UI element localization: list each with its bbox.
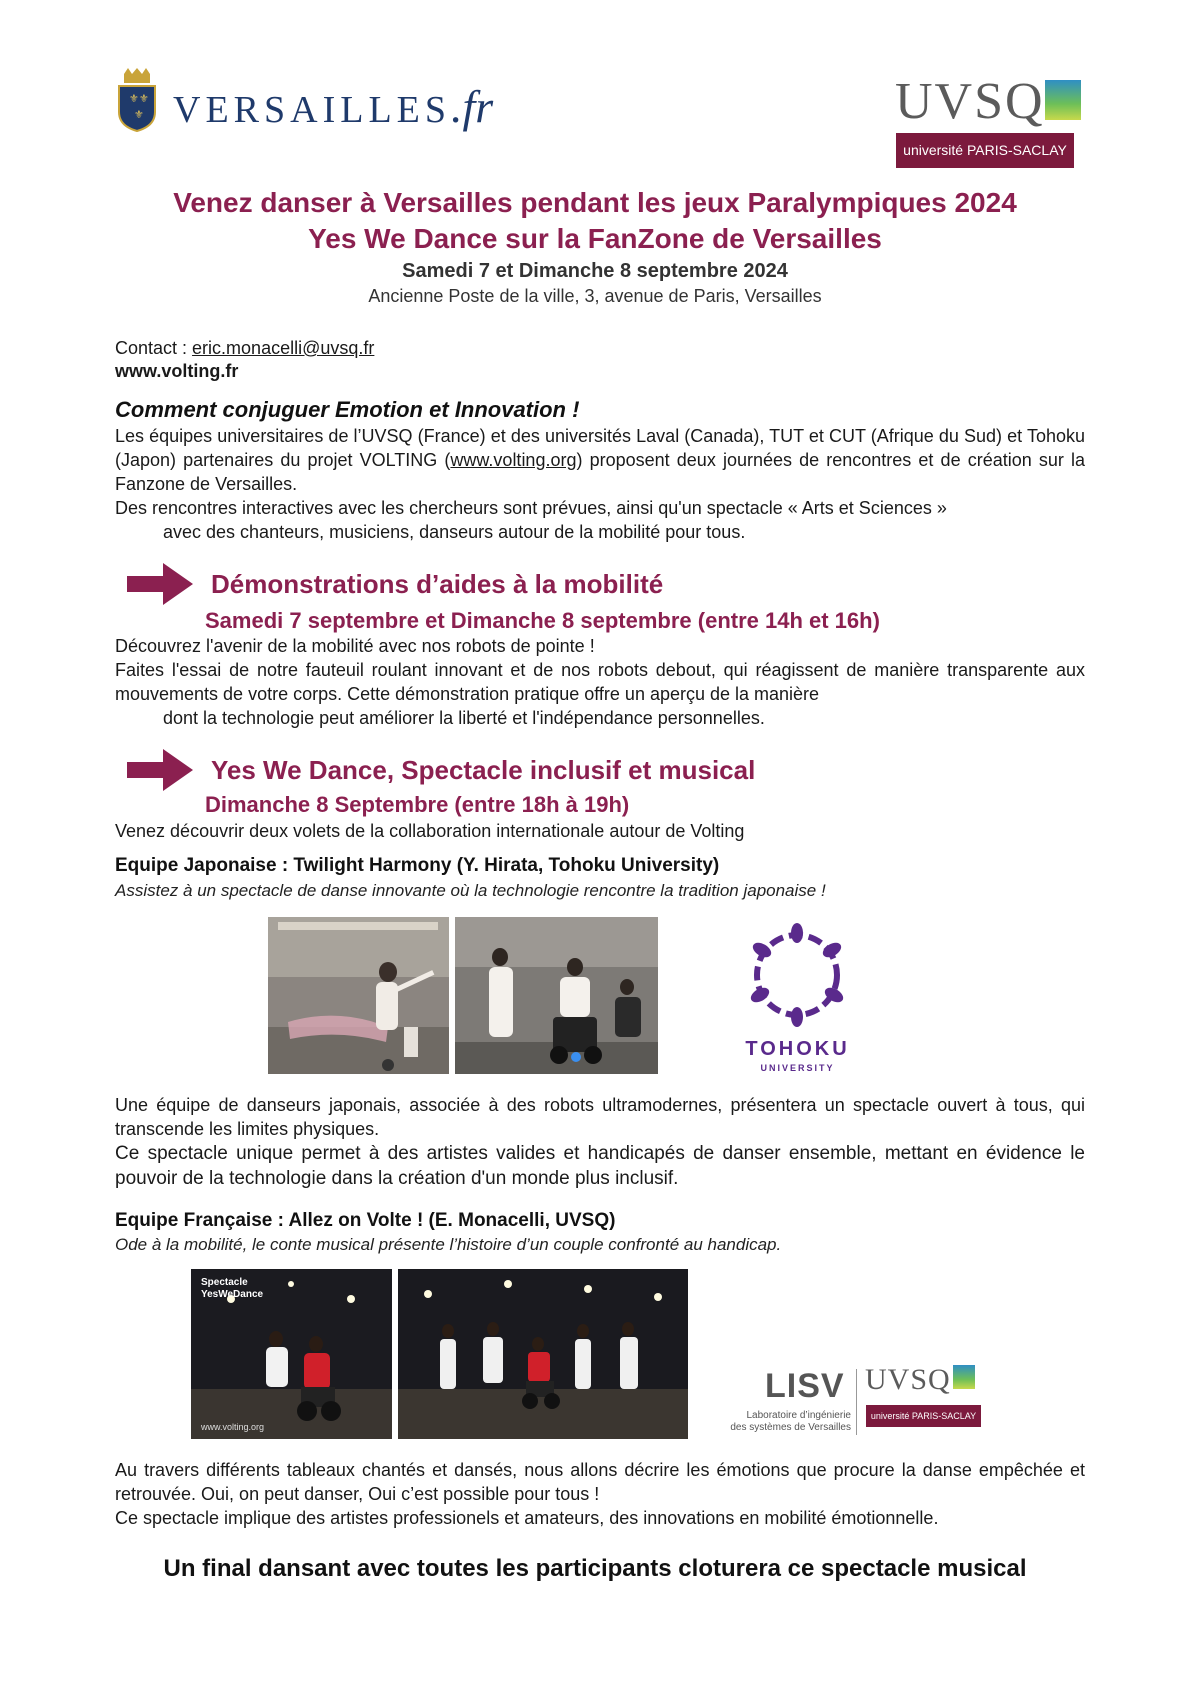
event-address: Ancienne Poste de la ville, 3, avenue de Paris, Versailles — [368, 286, 822, 306]
photo-caption-top-2: YesWeDance — [201, 1289, 264, 1300]
logo-divider — [856, 1369, 857, 1435]
show-intro: Venez découvrir deux volets de la collaboration internationale autour de Volting — [115, 821, 745, 841]
intro-paragraph-2-cont: avec des chanteurs, musiciens, danseurs autour de la mobilité pour tous. — [163, 522, 746, 542]
lisv-uvsq-logo — [705, 1365, 995, 1440]
uvsq-small-logo-band: université PARIS-SACLAY — [866, 1405, 981, 1427]
france-team-subtitle: Ode à la mobilité, le conte musical présente l’histoire d’un couple confronté au handicap. — [115, 1235, 782, 1254]
japan-dance-photo-1 — [268, 917, 449, 1074]
france-team-heading: Equipe Française : Allez on Volte ! (E. Monacelli, UVSQ) — [115, 1210, 616, 1231]
arrow-right-icon — [127, 563, 193, 605]
contact-email-link[interactable]: eric.monacelli@uvsq.fr — [192, 338, 375, 358]
france-paragraph-1: Au travers différents tableaux chantés et dansés, nous allons décrire les émotions que procure la danse empêchée et retrouvée. Oui, on peut danser, Oui c’est possible pour tous ! — [115, 1460, 1085, 1504]
france-dance-photo-2 — [398, 1269, 688, 1439]
uvsq-logo-band: université PARIS-SACLAY — [896, 133, 1074, 168]
show-section-title: Yes We Dance, Spectacle inclusif et musical — [211, 755, 756, 785]
japan-paragraph-2: Ce spectacle unique permet à des artistes valides et handicapés de danser ensemble, mettant en évidence le pouvoir de la technologie dans la création d'un monde plus inclusif. — [115, 1143, 1085, 1189]
contact-label: Contact : — [115, 338, 193, 358]
versailles-crest-icon — [115, 68, 159, 132]
lisv-logo-line-2: des systèmes de Versailles — [730, 1422, 851, 1433]
demo-section-title: Démonstrations d’aides à la mobilité — [211, 569, 664, 599]
demo-paragraph-2: Faites l'essai de notre fauteuil roulant innovant et de nos robots debout, qui réagissent de manière transparente aux mouvements de votre corps. Cette démonstration pratique offre un aperçu de la manière — [115, 660, 1085, 704]
contact-line — [115, 336, 374, 360]
website-link[interactable]: www.volting.fr — [115, 361, 239, 381]
arrow-right-icon — [127, 749, 193, 791]
demo-paragraph-1: Découvrez l'avenir de la mobilité avec nos robots de pointe ! — [115, 636, 595, 656]
uvsq-sunrise-icon — [1045, 80, 1081, 124]
france-dance-photo-1 — [191, 1269, 392, 1439]
tohoku-logo-sub: UNIVERSITY — [760, 1063, 835, 1073]
japan-dance-photo-2 — [455, 917, 658, 1074]
svg-text:⚜: ⚜ — [139, 93, 149, 105]
tohoku-emblem-icon — [742, 920, 852, 1030]
tohoku-logo-name: TOHOKU — [745, 1038, 850, 1060]
intro-paragraph: Les équipes universitaires de l’UVSQ (France) et des universités Laval (Canada), TUT et CUT (Afrique du Sud) et Tohoku (Japon) partenaires du projet VOLTING (www.volting.org) proposent deux journées de rencontres et de création sur la Fanzone de Versailles. — [115, 426, 1085, 494]
final-statement: Un final dansant avec toutes les participants cloturera ce spectacle musical — [163, 1555, 1027, 1582]
main-subtitle: Yes We Dance sur la FanZone de Versailles — [308, 223, 882, 254]
uvsq-sunrise-icon — [953, 1365, 975, 1391]
lisv-logo-text: LISV — [765, 1367, 845, 1405]
japan-team-subtitle: Assistez à un spectacle de danse innovante où la technologie rencontre la tradition japonaise ! — [115, 881, 826, 900]
versailles-logo-suffix: .fr — [451, 81, 494, 132]
versailles-logo-text: VERSAILLES — [173, 89, 451, 131]
photo-caption-top: Spectacle — [201, 1277, 248, 1288]
demo-paragraph-2-cont: dont la technologie peut améliorer la liberté et l'indépendance personnelles. — [163, 708, 765, 728]
lisv-logo-line-1: Laboratoire d’ingénierie — [746, 1410, 851, 1421]
volting-org-link[interactable]: www.volting.org — [450, 450, 577, 470]
tohoku-logo — [710, 920, 930, 1075]
show-section-date: Dimanche 8 Septembre (entre 18h à 19h) — [205, 792, 630, 817]
svg-text:⚜: ⚜ — [134, 109, 144, 121]
versailles-logo — [115, 68, 515, 132]
main-title: Venez danser à Versailles pendant les jeux Paralympiques 2024 — [173, 187, 1017, 218]
japan-team-heading: Equipe Japonaise : Twilight Harmony (Y. Hirata, Tohoku University) — [115, 855, 720, 876]
photo-caption-bottom: www.volting.org — [201, 1422, 265, 1432]
uvsq-small-logo-text: UVSQ — [865, 1363, 951, 1396]
france-paragraph-2: Ce spectacle implique des artistes professionels et amateurs, des innovations en mobilité émotionnelle. — [115, 1508, 939, 1528]
japan-paragraph-1: Une équipe de danseurs japonais, associée à des robots ultramodernes, présentera un spectacle ouvert à tous, qui transcende les limites physiques. — [115, 1095, 1085, 1139]
intro-heading: Comment conjuguer Emotion et Innovation ! — [115, 397, 580, 422]
intro-paragraph-2: Des rencontres interactives avec les chercheurs sont prévues, ainsi qu'un spectacle « Arts et Sciences » — [115, 498, 947, 518]
demo-section-date: Samedi 7 septembre et Dimanche 8 septembre (entre 14h et 16h) — [205, 608, 880, 633]
event-date: Samedi 7 et Dimanche 8 septembre 2024 — [402, 260, 788, 282]
uvsq-logo — [895, 73, 1085, 170]
svg-text:⚜: ⚜ — [129, 93, 139, 105]
uvsq-logo-text: UVSQ — [895, 73, 1045, 130]
